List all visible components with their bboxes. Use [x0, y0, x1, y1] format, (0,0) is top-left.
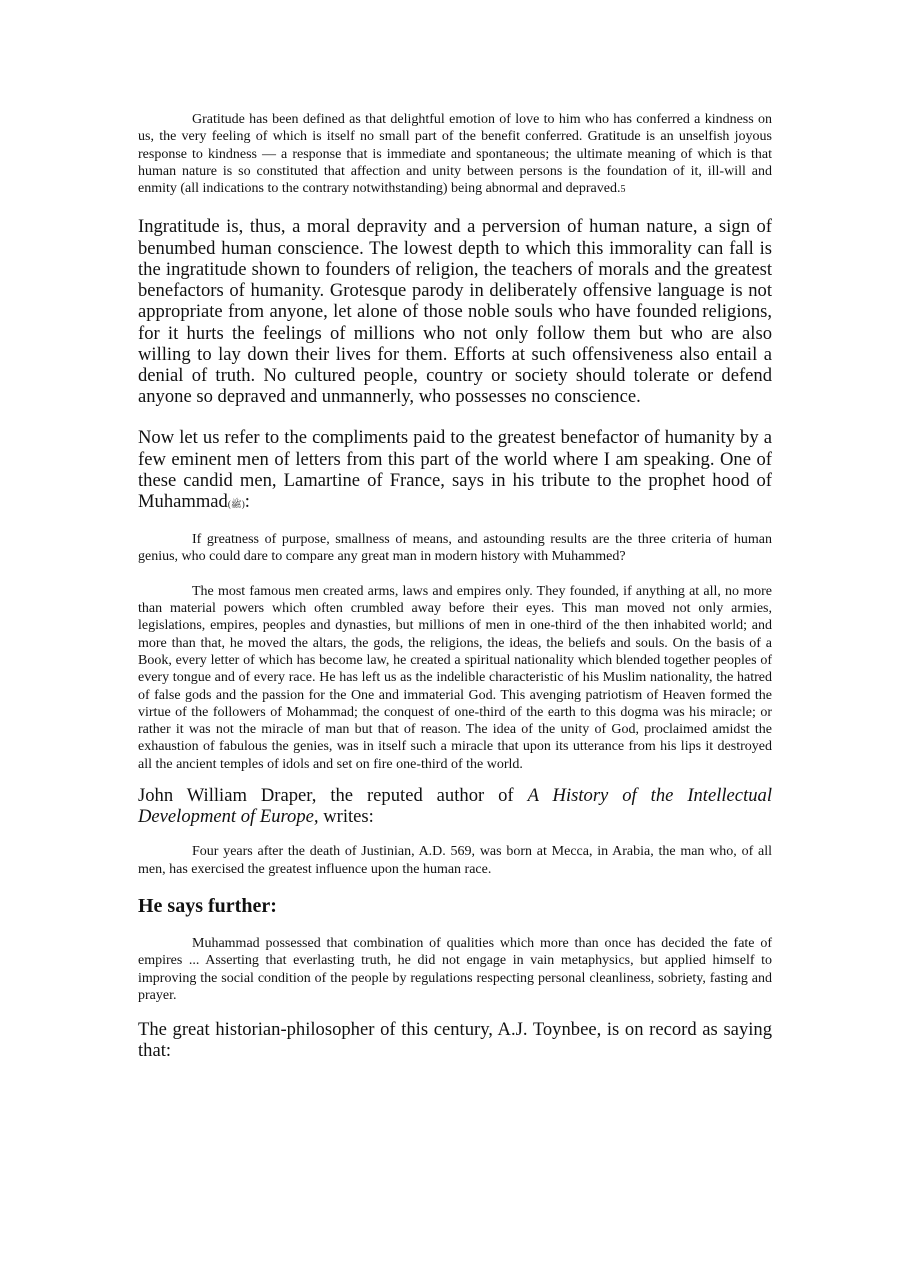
lamartine-intro-colon: : [244, 490, 250, 512]
section-heading: He says further: [138, 894, 277, 917]
pbuh-symbol: (ﷺ) [227, 498, 245, 509]
gratitude-text: Gratitude has been defined as that delightful emotion of love to him who has conferred a kindness on us, the very feeling of which is itself no small part of the benefit conferred. Gratitude is an unselfish joyous response to kindness — a response that is immediate and spontaneous; the ultimate meaning of which is that human nature is so constituted that affection and unity between persons is the foundation of it, ill-will and enmity (all indications to the contrary notwithstanding) being abnormal and depraved. [138, 112, 772, 197]
document-page [138, 108, 772, 1062]
toynbee-intro-paragraph: The great historian-philosopher of this century, A.J. Toynbee, is on record as saying that: [138, 1019, 772, 1062]
draper-quote-2: Muhammad possessed that combination of qualities which more than once has decided the fate of empires ... Asserting that everlasting truth, he did not engage in vain metaphysics, but applied himself to improving the social condition of the people by regulations respecting personal cleanliness, sobriety, fasting and prayer. [138, 935, 772, 1003]
gratitude-paragraph [138, 111, 772, 198]
footnote-marker[interactable]: 5 [620, 184, 626, 196]
lamartine-intro-paragraph [138, 427, 772, 515]
ingratitude-paragraph: Ingratitude is, thus, a moral depravity and a perversion of human nature, a sign of benumbed human conscience. The lowest depth to which this immorality can fall is the ingratitude shown to founders of religion, the teachers of morals and the greatest benefactors of humanity. Grotesque parody in deliberately offensive language is not appropriate from anyone, let alone of those noble souls who have founded religions, for it hurts the feelings of millions who not only follow them but who are also willing to lay down their lives for them. Efforts at such offensiveness also entail a denial of truth. No cultured people, country or society should tolerate or defend anyone so depraved and unmannerly, who possesses no conscience. [138, 216, 772, 408]
draper-intro-text: John William Draper, the reputed author of [138, 784, 528, 806]
draper-book-title: A History of the Intellectual Development of Europe, [138, 784, 772, 828]
draper-quote-1: Four years after the death of Justinian, A.D. 569, was born at Mecca, in Arabia, the man who, of all men, has exercised the greatest influence upon the human race. [138, 844, 772, 877]
lamartine-quote-2: The most famous men created arms, laws and empires only. They founded, if anything at all, no more than material powers which often crumbled away before their eyes. This man moved not only armies, legislations, empires, peoples and dynasties, but millions of men in one-third of the then inhabited world; and more than that, he moved the altars, the gods, the religions, the ideas, the beliefs and souls. On the basis of a Book, every letter of which has become law, he created a spiritual nationality which blended together peoples of every tongue and of every race. He has left us as the indelible characteristic of his Muslim nationality, the hatred of false gods and the passion for the One and immaterial God. This avenging patriotism of Heaven formed the virtue of the followers of Mohammad; the conquest of one-third of the earth to this dogma was his miracle; or rather it was not the miracle of man but that of reason. The idea of the unity of God, proclaimed amidst the exhaustion of fabulous the genies, was in itself such a miracle that upon its utterance from his lips it destroyed all the ancient temples of idols and set on fire one-third of the world. [138, 583, 772, 772]
lamartine-intro-text: Now let us refer to the compliments paid to the greatest benefactor of humanity by a few eminent men of letters from this part of the world where I am speaking. One of these candid men, Lamartine of France, says in his tribute to the prophet hood of Muhammad [138, 427, 772, 512]
lamartine-quote-1: If greatness of purpose, smallness of means, and astounding results are the three criteria of human genius, who could dare to compare any great man in modern history with Muhammed? [138, 532, 772, 565]
draper-intro-end: writes: [318, 806, 374, 828]
draper-intro-paragraph [138, 785, 772, 827]
